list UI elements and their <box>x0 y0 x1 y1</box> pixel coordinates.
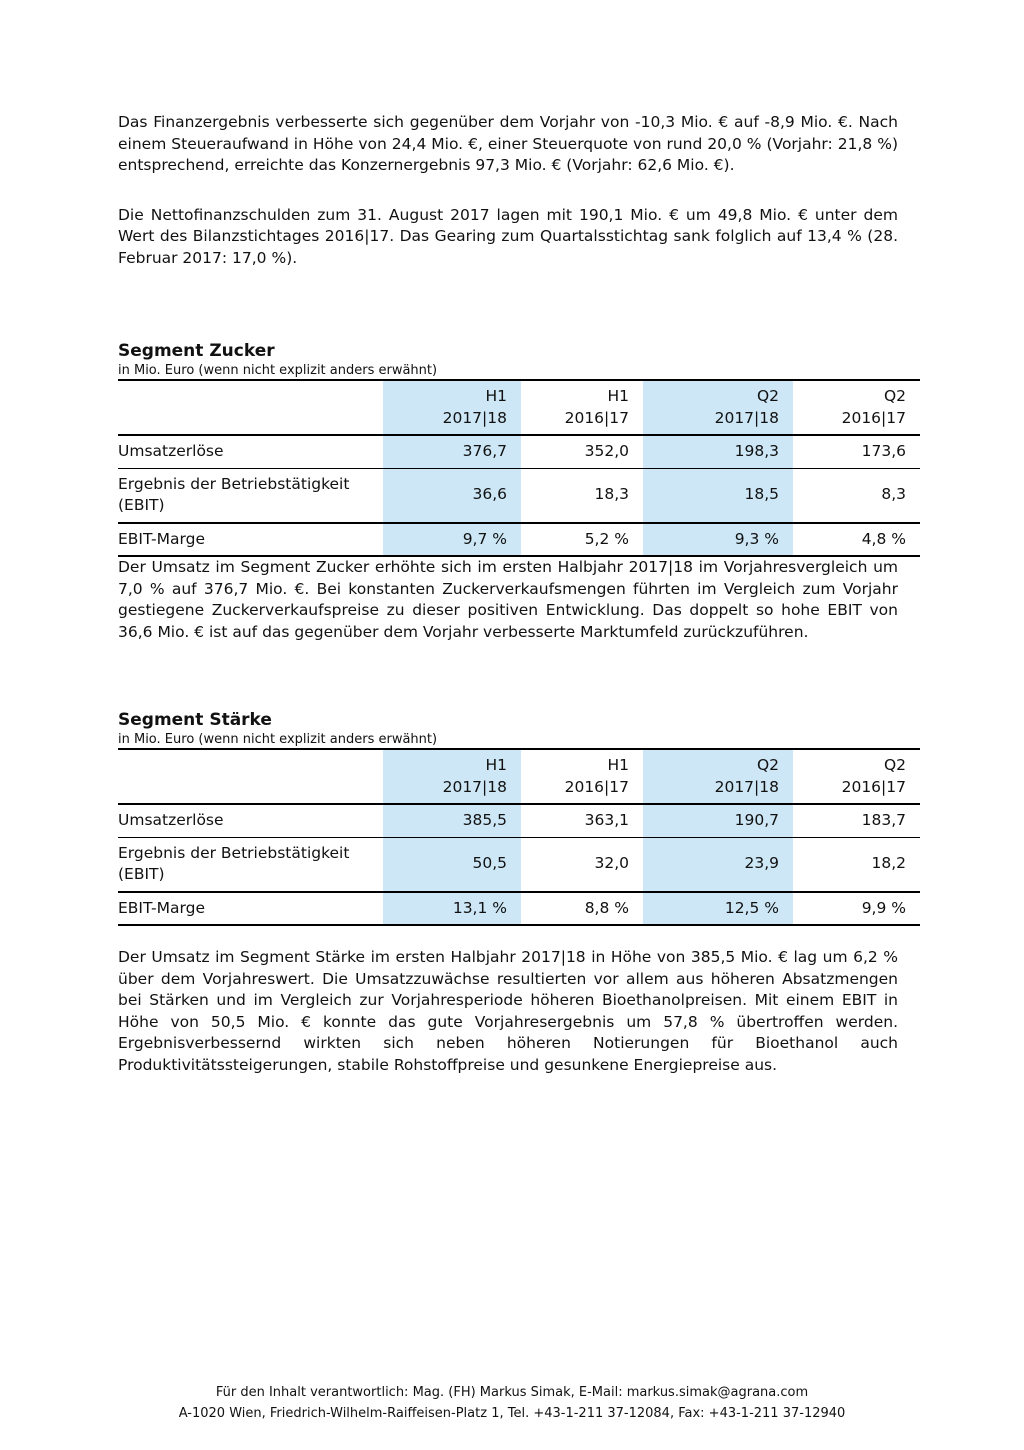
paragraph-nettofinanzschulden: Die Nettofinanzschulden zum 31. August 2017 lagen mit 190,1 Mio. € um 49,8 Mio. € unter dem Wert des Bilanzstichtages 2016|17. Das Gearing zum Quartalsstichtag sank folglich auf 13,4 % (28. Februar 2017: 17,0 %). <box>118 205 898 267</box>
year-label: 2017|18 <box>442 777 507 796</box>
table-header-h1-current <box>383 749 521 804</box>
table-cell: 5,2 % <box>584 529 629 548</box>
table-header-h1-prior <box>521 380 643 435</box>
table-row-ebit <box>118 837 920 892</box>
section-subtitle-zucker: in Mio. Euro (wenn nicht explizit anders erwähnt) <box>118 363 438 378</box>
paragraph-finanzergebnis: Das Finanzergebnis verbesserte sich gegenüber dem Vorjahr von -10,3 Mio. € auf -8,9 Mio. €. Nach einem Steueraufwand in Höhe von 24,4 Mio. €, einer Steuerquote von rund 20,0 % (Vorjahr: 21,8 %) entsprechend, erreichte das Konzernergebnis 97,3 Mio. € (Vorjahr: 62,6 Mio. €). <box>118 113 898 174</box>
table-cell: 190,7 <box>643 804 793 837</box>
year-label: 2017|18 <box>714 408 779 427</box>
table-cell: 23,9 <box>643 837 793 892</box>
section-subtitle-staerke: in Mio. Euro (wenn nicht explizit anders erwähnt) <box>118 732 438 747</box>
table-row-ebit <box>118 468 920 523</box>
period-label: Q2 <box>883 387 906 405</box>
table-cell: 32,0 <box>521 837 643 892</box>
section-title-zucker: Segment Zucker <box>118 341 275 361</box>
period-label: H1 <box>485 756 507 774</box>
row-label: EBIT-Marge <box>118 529 205 548</box>
table-cell: 50,5 <box>383 837 521 892</box>
period-label: H1 <box>485 387 507 405</box>
table-cell: 198,3 <box>643 435 793 468</box>
page-content <box>118 0 920 1076</box>
table-header-q2-current <box>643 380 793 435</box>
row-label: EBIT-Marge <box>118 898 205 917</box>
table-header-q2-current <box>643 749 793 804</box>
table-cell: 18,5 <box>643 468 793 523</box>
table-cell: 12,5 % <box>643 892 793 926</box>
table-cell: 18,3 <box>521 468 643 523</box>
table-cell: 36,6 <box>383 468 521 523</box>
table-cell: 8,3 <box>793 468 920 523</box>
period-label: H1 <box>607 756 629 774</box>
table-row-ebit-marge <box>118 523 920 557</box>
footer-address-line: A-1020 Wien, Friedrich-Wilhelm-Raiffeisen-Platz 1, Tel. +43-1-211 37-12084, Fax: +43-1-211 37-12940 <box>178 1405 846 1421</box>
table-cell: 4,8 % <box>861 529 906 548</box>
row-label: Ergebnis der Betriebstätigkeit (EBIT) <box>118 837 383 892</box>
table-cell: 183,7 <box>793 804 920 837</box>
table-cell: 9,9 % <box>861 898 906 917</box>
table-cell: 376,7 <box>383 435 521 468</box>
page-footer <box>0 1383 1024 1424</box>
year-label: 2017|18 <box>714 777 779 796</box>
table-cell: 8,8 % <box>584 898 629 917</box>
year-label: 2016|17 <box>841 408 906 427</box>
year-label: 2017|18 <box>442 408 507 427</box>
table-cell: 352,0 <box>521 435 643 468</box>
section-title-staerke: Segment Stärke <box>118 710 272 730</box>
row-label: Ergebnis der Betriebstätigkeit (EBIT) <box>118 468 383 523</box>
table-header-q2-prior <box>793 749 920 804</box>
table-row-umsatzerloese <box>118 804 920 837</box>
table-row-umsatzerloese <box>118 435 920 468</box>
table-header-q2-prior <box>793 380 920 435</box>
table-header-h1-prior <box>521 749 643 804</box>
table-header-empty <box>118 749 383 804</box>
year-label: 2016|17 <box>564 777 629 796</box>
table-segment-staerke <box>118 748 920 926</box>
period-label: Q2 <box>883 756 906 774</box>
table-segment-zucker <box>118 379 920 557</box>
period-label: Q2 <box>756 387 779 405</box>
paragraph-zucker-commentary: Der Umsatz im Segment Zucker erhöhte sich im ersten Halbjahr 2017|18 im Vorjahresvergleich um 7,0 % auf 376,7 Mio. €. Bei konstanten Zuckerverkaufsmengen führten im Vergleich zum Vorjahr gestiegene Zuckerverkaufspreise zu dieser positiven Entwicklung. Das doppelt so hohe EBIT von 36,6 Mio. € ist auf das gegenüber dem Vorjahr verbesserte Marktumfeld zurückzuführen. <box>118 558 898 641</box>
table-row-ebit-marge <box>118 892 920 926</box>
period-label: H1 <box>607 387 629 405</box>
year-label: 2016|17 <box>564 408 629 427</box>
table-cell: 385,5 <box>383 804 521 837</box>
row-label: Umsatzerlöse <box>118 435 383 468</box>
table-cell: 173,6 <box>793 435 920 468</box>
footer-contact-line: Für den Inhalt verantwortlich: Mag. (FH) Markus Simak, E-Mail: markus.simak@agrana.com <box>215 1385 809 1400</box>
table-cell: 18,2 <box>793 837 920 892</box>
table-cell: 9,7 % <box>383 523 521 557</box>
year-label: 2016|17 <box>841 777 906 796</box>
period-label: Q2 <box>756 756 779 774</box>
table-header-empty <box>118 380 383 435</box>
table-cell: 363,1 <box>521 804 643 837</box>
row-label: Umsatzerlöse <box>118 804 383 837</box>
table-cell: 9,3 % <box>643 523 793 557</box>
table-header-h1-current <box>383 380 521 435</box>
paragraph-staerke-commentary: Der Umsatz im Segment Stärke im ersten Halbjahr 2017|18 in Höhe von 385,5 Mio. € lag um 6,2 % über dem Vorjahreswert. Die Umsatzzuwächse resultierten vor allem aus höheren Absatzmengen bei Stärken und im Vergleich zur Vorjahresperiode höheren Bioethanolpreisen. Mit einem EBIT in Höhe von 50,5 Mio. € konnte das gute Vorjahresergebnis um 57,8 % übertroffen werden. Ergebnisverbessernd wirkten sich neben höheren Notierungen für Bioethanol auch Produktivitätssteigerungen, stabile Rohstoffpreise und gesunkene Energiepreise aus. <box>118 948 898 1074</box>
table-header-row <box>118 380 920 435</box>
table-header-row <box>118 749 920 804</box>
table-cell: 13,1 % <box>383 892 521 926</box>
